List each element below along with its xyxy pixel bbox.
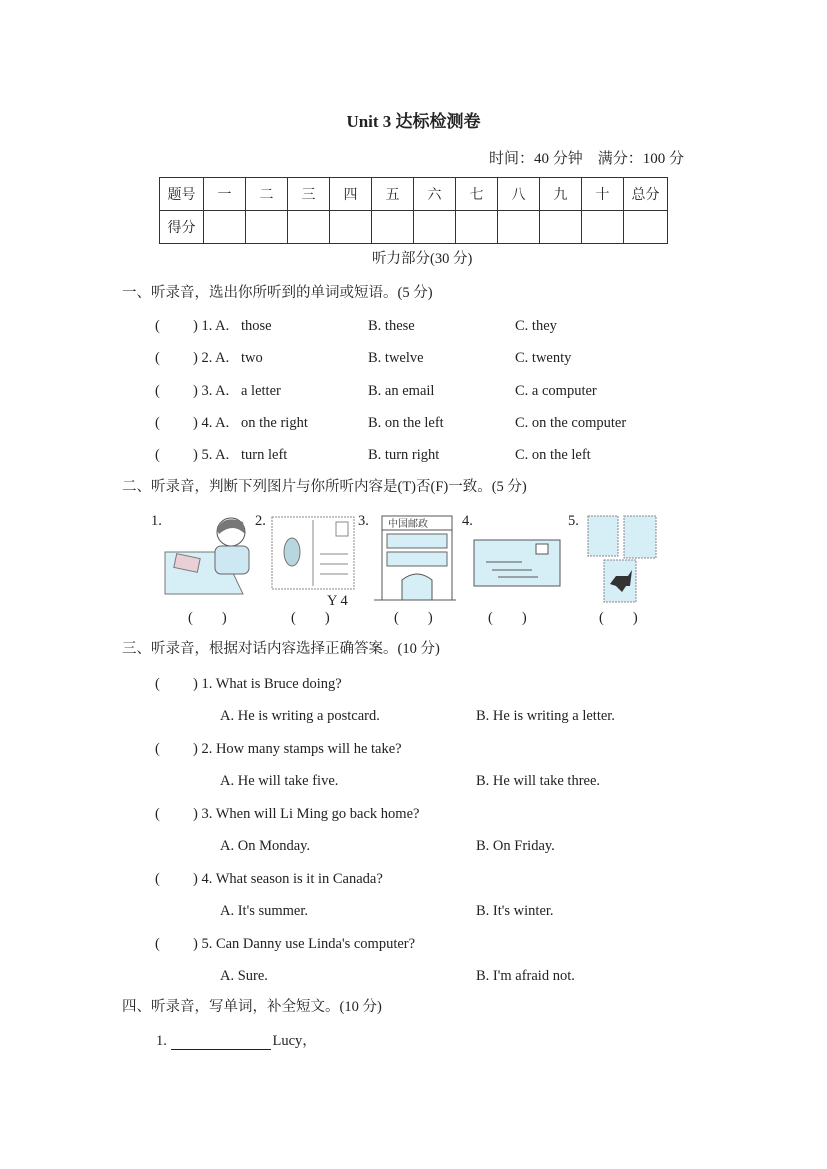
option-b: B. It's winter.: [476, 903, 554, 919]
listening-section-title: 听力部分(30 分): [372, 251, 473, 267]
question-number: ) 3. A.: [193, 382, 230, 399]
table-header-cell: 四: [330, 178, 372, 211]
option-a: turn left: [241, 447, 288, 464]
table-header-cell: 十: [582, 178, 624, 211]
item-number: 1.: [156, 1033, 167, 1049]
time-score-info: 时间：40 分钟 满分：100 分: [489, 151, 685, 167]
table-header-cell: 七: [456, 178, 498, 211]
section-3-heading: 三、听录音，根据对话内容选择正确答案。(10 分): [122, 641, 440, 657]
score-cell[interactable]: [540, 211, 582, 244]
postcard-image: [270, 512, 360, 604]
score-cell[interactable]: [414, 211, 456, 244]
option-a: those: [241, 318, 272, 334]
answer-paren[interactable]: (: [155, 806, 160, 822]
answer-paren[interactable]: (: [155, 936, 160, 952]
answer-blank[interactable]: [171, 1035, 271, 1050]
question-text: ) 2. How many stamps will he take?: [193, 741, 402, 757]
option-b: B. On Friday.: [476, 838, 555, 854]
postcard-price: Y 4: [327, 593, 348, 609]
question-text: ) 4. What season is it in Canada?: [193, 871, 383, 887]
option-b: B. on the left: [368, 414, 444, 431]
option-b: B. these: [368, 318, 415, 334]
option-a: A. It's summer.: [220, 903, 308, 919]
pic-number: 1.: [151, 513, 162, 529]
option-b: B. He is writing a letter.: [476, 708, 615, 724]
score-cell[interactable]: [330, 211, 372, 244]
table-header-cell: 八: [498, 178, 540, 211]
question-text: ) 1. What is Bruce doing?: [193, 676, 342, 692]
option-b: B. I'm afraid not.: [476, 968, 575, 984]
answer-paren[interactable]: (: [155, 414, 160, 431]
option-c: C. on the left: [515, 447, 591, 464]
score-cell[interactable]: [624, 211, 668, 244]
answer-paren[interactable]: ( ): [394, 610, 433, 626]
option-a: A. On Monday.: [220, 838, 311, 854]
option-a: two: [241, 350, 263, 367]
score-cell[interactable]: [582, 211, 624, 244]
question-text: ) 5. Can Danny use Linda's computer?: [193, 936, 416, 952]
answer-paren[interactable]: ( ): [488, 610, 527, 626]
score-cell[interactable]: [498, 211, 540, 244]
table-header-cell: 一: [204, 178, 246, 211]
score-cell[interactable]: [204, 211, 246, 244]
question-number: ) 5. A.: [193, 447, 230, 464]
option-c: C. they: [515, 318, 557, 334]
answer-paren[interactable]: ( ): [291, 610, 330, 626]
table-header-cell: 三: [288, 178, 330, 211]
score-cell[interactable]: [456, 211, 498, 244]
table-header-cell: 五: [372, 178, 414, 211]
option-c: C. a computer: [515, 382, 597, 399]
option-a: A. Sure.: [220, 968, 268, 984]
answer-paren[interactable]: (: [155, 871, 160, 887]
answer-paren[interactable]: (: [155, 382, 160, 399]
table-header-cell: 二: [246, 178, 288, 211]
score-cell[interactable]: [288, 211, 330, 244]
stamps-image: [586, 514, 662, 604]
section-1-heading: 一、听录音，选出你所听到的单词或短语。(5 分): [122, 285, 433, 301]
option-b: B. turn right: [368, 447, 440, 464]
score-cell[interactable]: [372, 211, 414, 244]
option-b: B. twelve: [368, 350, 424, 367]
option-a: on the right: [241, 414, 308, 431]
question-number: ) 2. A.: [193, 350, 230, 367]
envelope-image: [472, 512, 564, 592]
item-text: Lucy，: [272, 1033, 317, 1049]
score-cell[interactable]: [246, 211, 288, 244]
option-a: A. He will take five.: [220, 773, 339, 789]
section-2-heading: 二、听录音，判断下列图片与你所听内容是(T)否(F)一致。(5 分): [122, 479, 527, 495]
pic-number: 3.: [358, 513, 369, 529]
post-office-image: [374, 512, 456, 602]
answer-paren[interactable]: ( ): [599, 610, 638, 626]
section-4-heading: 四、听录音，写单词，补全短文。(10 分): [122, 999, 382, 1015]
option-b: B. an email: [368, 382, 435, 399]
option-c: C. twenty: [515, 350, 572, 367]
pic-number: 4.: [462, 513, 473, 529]
question-text: ) 3. When will Li Ming go back home?: [193, 806, 420, 822]
pic-number: 2.: [255, 513, 266, 529]
table-header-cell: 九: [540, 178, 582, 211]
answer-paren[interactable]: (: [155, 676, 160, 692]
table-header-cell: 总分: [624, 178, 668, 211]
pic-number: 5.: [568, 513, 579, 529]
option-c: C. on the computer: [515, 414, 627, 431]
boy-writing-image: [163, 512, 253, 602]
answer-paren[interactable]: (: [155, 318, 160, 334]
table-header-cell: 六: [414, 178, 456, 211]
answer-paren[interactable]: (: [155, 741, 160, 757]
post-office-sign: 中国邮政: [388, 519, 428, 530]
option-b: B. He will take three.: [476, 773, 601, 789]
question-number: ) 1. A.: [193, 318, 230, 334]
option-a: A. He is writing a postcard.: [220, 708, 380, 724]
score-row-label: 得分: [160, 211, 204, 244]
option-a: a letter: [241, 382, 281, 399]
page-title: Unit 3 达标检测卷: [346, 112, 481, 131]
answer-paren[interactable]: ( ): [188, 610, 227, 626]
fill-item: [156, 1032, 317, 1050]
answer-paren[interactable]: (: [155, 350, 160, 367]
table-header-cell: 题号: [160, 178, 204, 211]
answer-paren[interactable]: (: [155, 447, 160, 464]
question-number: ) 4. A.: [193, 414, 230, 431]
score-table: [159, 177, 668, 244]
